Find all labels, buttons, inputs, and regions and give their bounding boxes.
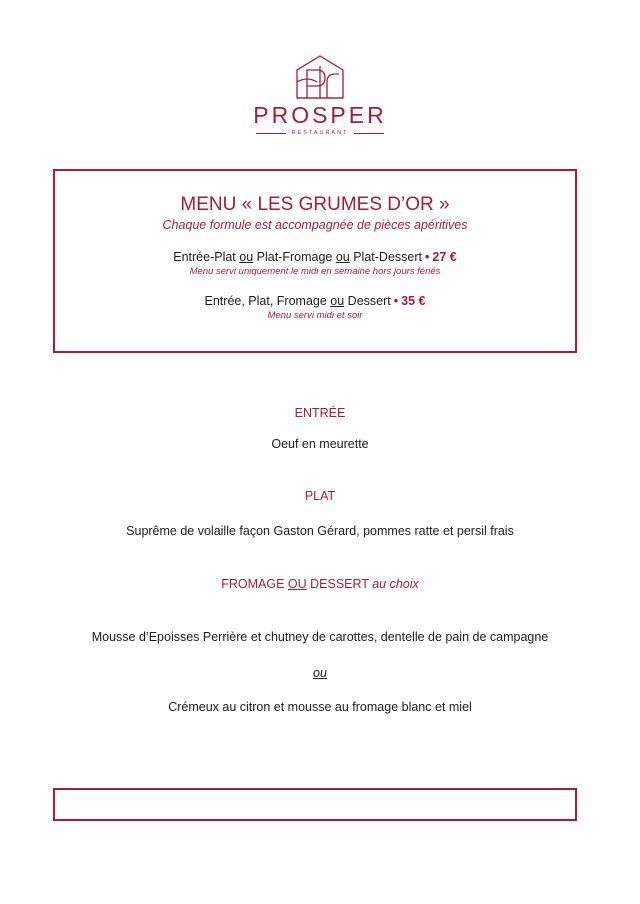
formula-text: Plat-Dessert [349, 250, 422, 264]
starter-dish: Oeuf en meurette [271, 437, 369, 451]
formula-1 [55, 249, 575, 265]
brand-tagline [0, 130, 640, 136]
bullet: • [425, 250, 430, 264]
menu-box [53, 169, 577, 353]
divider [354, 133, 384, 134]
tagline-text: RESTAURANT [291, 130, 349, 136]
or-word: ou [330, 294, 345, 308]
restaurant-logo [0, 54, 640, 136]
title-text: FROMAGE [221, 577, 288, 591]
brand-name: PROSPER [253, 102, 387, 128]
footer-box [53, 788, 577, 821]
formula-2-note: Menu servi midi et soir [267, 310, 363, 321]
dessert-dish: Crémeux au citron et mousse au fromage blanc et miel [168, 700, 472, 714]
choice-text: au choix [372, 577, 419, 591]
menu-title: MENU « LES GRUMES D’OR » [180, 194, 450, 215]
main-dish: Suprême de volaille façon Gaston Gérard, pommes ratte et persil frais [126, 524, 514, 538]
divider [256, 133, 286, 134]
cheese-dish: Mousse d’Epoisses Perrière et chutney de carottes, dentelle de pain de campagne [91, 630, 549, 644]
house-monogram-icon [295, 54, 345, 100]
starter-title: ENTRÉE [294, 406, 346, 420]
or-word: ou [239, 250, 254, 264]
or-word: ou [335, 250, 350, 264]
formula-text: Plat-Fromage [253, 250, 336, 264]
cheese-dessert-title [0, 577, 640, 591]
price: 27 € [432, 250, 457, 264]
menu-subtitle: Chaque formule est accompagnée de pièces apéritives [162, 218, 468, 232]
formula-2 [55, 293, 575, 309]
main-title: PLAT [304, 489, 336, 503]
formula-text: Dessert [344, 294, 391, 308]
bullet: • [393, 294, 399, 308]
title-text: DESSERT [306, 577, 373, 591]
or-word: ou [313, 666, 327, 680]
formula-text: Entrée, Plat, Fromage [204, 294, 331, 308]
formula-1-note: Menu servi uniquement le midi en semaine hors jours fériés [189, 266, 441, 277]
or-word: OU [287, 577, 307, 591]
price: 35 € [401, 294, 426, 308]
or-separator [0, 666, 640, 680]
formula-text: Entrée-Plat [173, 250, 240, 264]
